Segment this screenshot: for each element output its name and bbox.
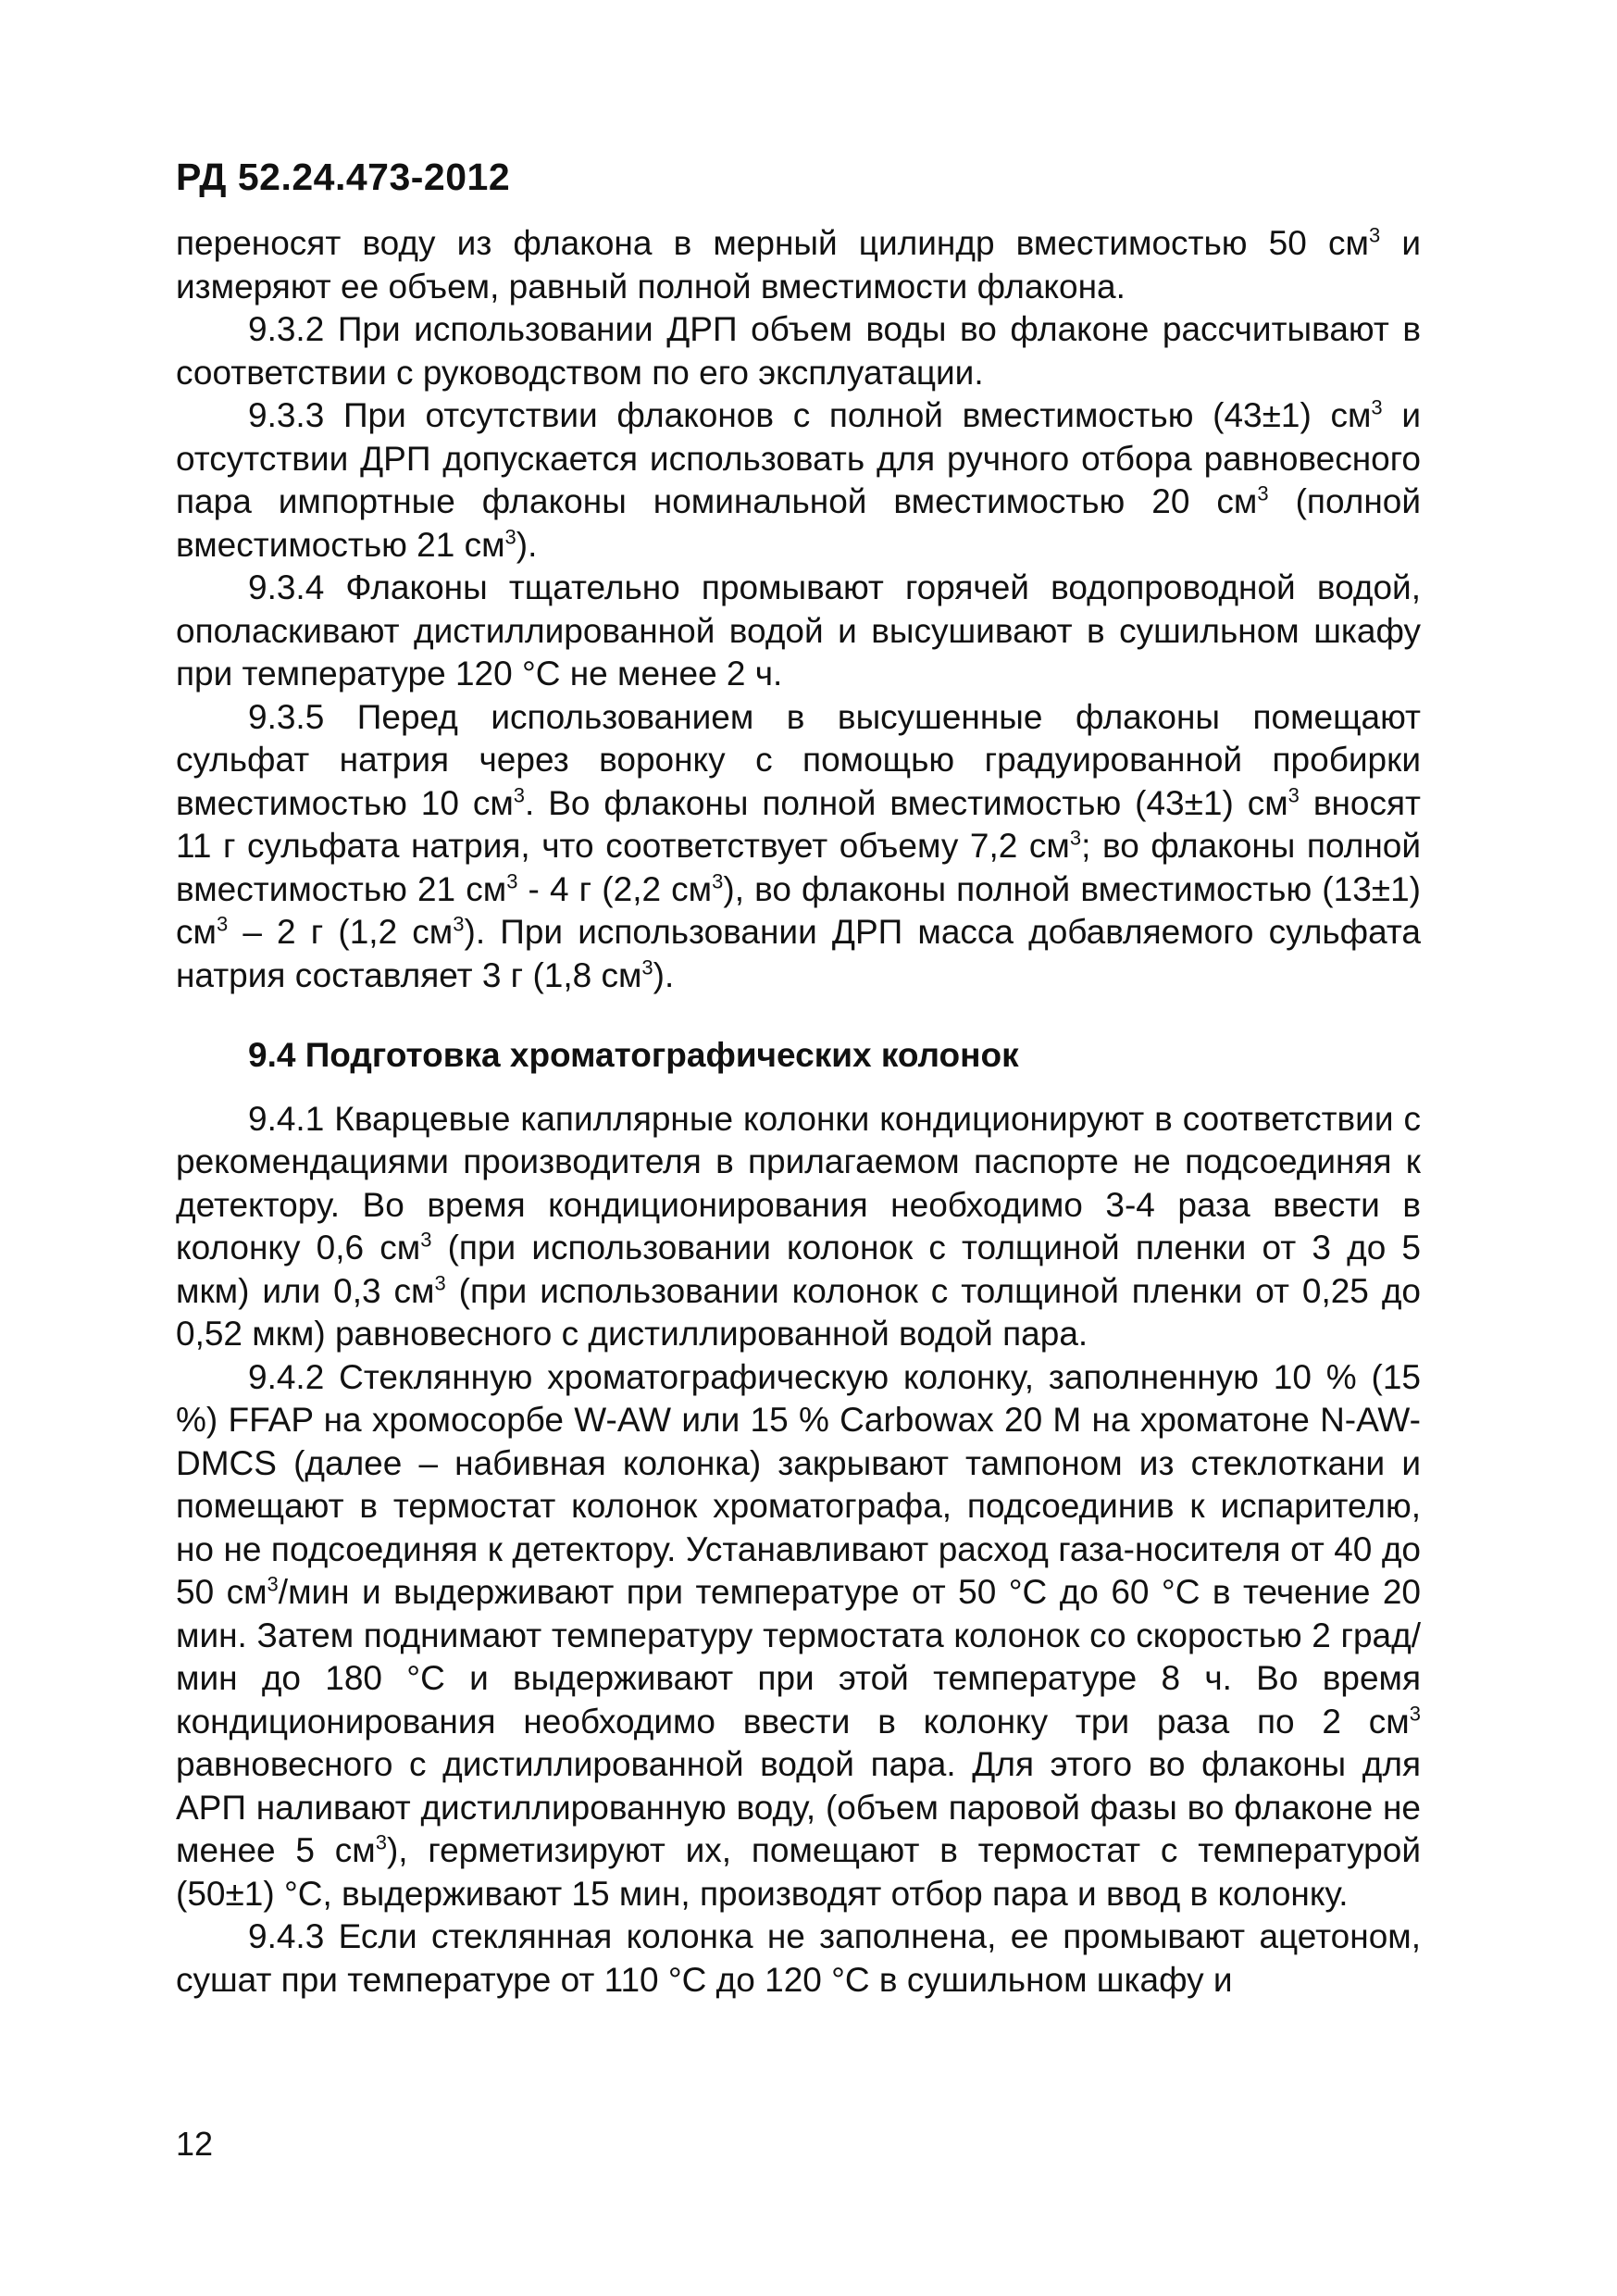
text-run: (при использовании колонок с толщиной пленки от 0,25 до 0,52 мкм) равновесного с дистиллированной водой пара. — [176, 1271, 1421, 1353]
paragraph-9-4-3: 9.4.3 Если стеклянная колонка не заполнена, ее промывают ацетоном, сушат при температуре от 110 °С до 120 °С в сушильном шкафу и — [176, 1917, 1421, 1999]
text-run: - 4 г (2,2 см — [517, 869, 713, 908]
text-run: (полной вместимостью 21 см — [176, 482, 1422, 564]
text-run: ). При использовании ДРП масса добавляемого сульфата натрия составляет 3 г (1,8 см — [176, 913, 1421, 994]
paragraph-9-4-2 — [176, 1356, 1421, 1916]
superscript: 3 — [641, 955, 653, 980]
section-heading: 9.4 Подготовка хроматографических колонок — [248, 1036, 1019, 1074]
page-number: 12 — [176, 2125, 214, 2163]
text-run: ). — [653, 955, 675, 994]
superscript: 3 — [434, 1271, 446, 1295]
text-run: и измеряют ее объем, равный полной вместимости флакона. — [176, 224, 1422, 306]
text-run: 9.3.5 Перед использованием в высушенные флаконы помещают сульфат натрия через воронку с помощью градуированной пробирки вместимостью 10 см — [176, 697, 1421, 822]
text-run: 9.4.2 Стеклянную хроматографическую колонку, заполненную 10 % (15 %) FFAP на хромосорбе W-AW или 15 % Carbowax 20 М на хроматоне N-AW-DMCS (далее – набивная колонка) закрывают тампоном из стеклоткани и помещают в термостат колонок хроматографа, подсоединив к испарителю, но не подсоединяя к детектору. Устанавливают расход газа-носителя от 40 до 50 см — [176, 1357, 1421, 1611]
superscript: 3 — [1368, 223, 1381, 247]
text-run: /мин и выдерживают при температуре от 50 °С до 60 °С в течение 20 мин. Затем поднимают температуру термостата колонок со скоростью 2 град/мин до 180 °С и выдерживают при этой температуре 8 ч. Во время кондиционирования необходимо ввести в колонку три раза по 2 см — [176, 1573, 1421, 1741]
superscript: 3 — [1371, 395, 1383, 419]
superscript: 3 — [1287, 783, 1300, 807]
text-run: 9.4.1 Кварцевые капиллярные колонки кондиционируют в соответствии с рекомендациями производителя в прилагаемом паспорте не подсоединяя к детектору. Во время кондиционирования необходимо 3-4 раза ввести в колонку 0,6 см — [176, 1099, 1421, 1267]
paragraph-9-4-1 — [176, 1098, 1421, 1356]
superscript: 3 — [267, 1572, 279, 1596]
superscript: 3 — [1257, 481, 1269, 505]
superscript: 3 — [504, 525, 516, 549]
superscript: 3 — [1409, 1702, 1421, 1726]
text-run: переносят воду из флакона в мерный цилиндр вместимостью 50 см — [176, 224, 1369, 262]
text-run: 9.3.3 При отсутствии флаконов с полной вместимостью (43±1) см — [248, 396, 1372, 434]
text-run: ). — [516, 525, 538, 564]
text-run: ), во флаконы полной вместимостью (13±1) см — [176, 869, 1421, 951]
superscript: 3 — [712, 869, 724, 893]
paragraph-9-3-3 — [176, 394, 1421, 567]
superscript: 3 — [216, 912, 229, 936]
superscript: 3 — [453, 912, 465, 936]
paragraph-continuation — [176, 222, 1421, 308]
text-run: (при использовании колонок с толщиной пленки от 3 до 5 мкм) или 0,3 см — [176, 1229, 1422, 1310]
superscript: 3 — [506, 869, 518, 893]
superscript: 3 — [375, 1830, 387, 1854]
text-run: . Во флаконы полной вместимостью (43±1) см — [525, 783, 1288, 822]
paragraph-9-3-5 — [176, 696, 1421, 998]
text-run: вносят 11 г сульфата натрия, что соответствует объему 7,2 см — [176, 783, 1421, 865]
document-body — [176, 222, 1421, 2002]
text-run: ), герметизируют их, помещают в термостат с температурой (50±1) °С, выдерживают 15 мин, производят отбор пара и ввод в колонку. — [176, 1831, 1421, 1913]
superscript: 3 — [1069, 826, 1082, 850]
text-run: ; во флаконы полной вместимостью 21 см — [176, 827, 1421, 908]
document-id-header: РД 52.24.473-2012 — [176, 156, 511, 198]
superscript: 3 — [420, 1228, 432, 1252]
superscript: 3 — [513, 783, 526, 807]
text-run: – 2 г (1,2 см — [228, 913, 454, 951]
paragraph-9-3-2: 9.3.2 При использовании ДРП объем воды во флаконе рассчитывают в соответствии с руководством по его эксплуатации. — [176, 310, 1421, 392]
text-run: и отсутствии ДРП допускается использовать для ручного отбора равновесного пара импортные флаконы номинальной вместимостью 20 см — [176, 396, 1422, 520]
text-run: равновесного с дистиллированной водой пара. Для этого во флаконы для АРП наливают дистиллированную воду, (объем паровой фазы во флаконе не менее 5 см — [176, 1745, 1421, 1869]
paragraph-9-3-4: 9.3.4 Флаконы тщательно промывают горячей водопроводной водой, ополаскивают дистиллированной водой и высушивают в сушильном шкафу при температуре 120 °С не менее 2 ч. — [176, 568, 1421, 693]
